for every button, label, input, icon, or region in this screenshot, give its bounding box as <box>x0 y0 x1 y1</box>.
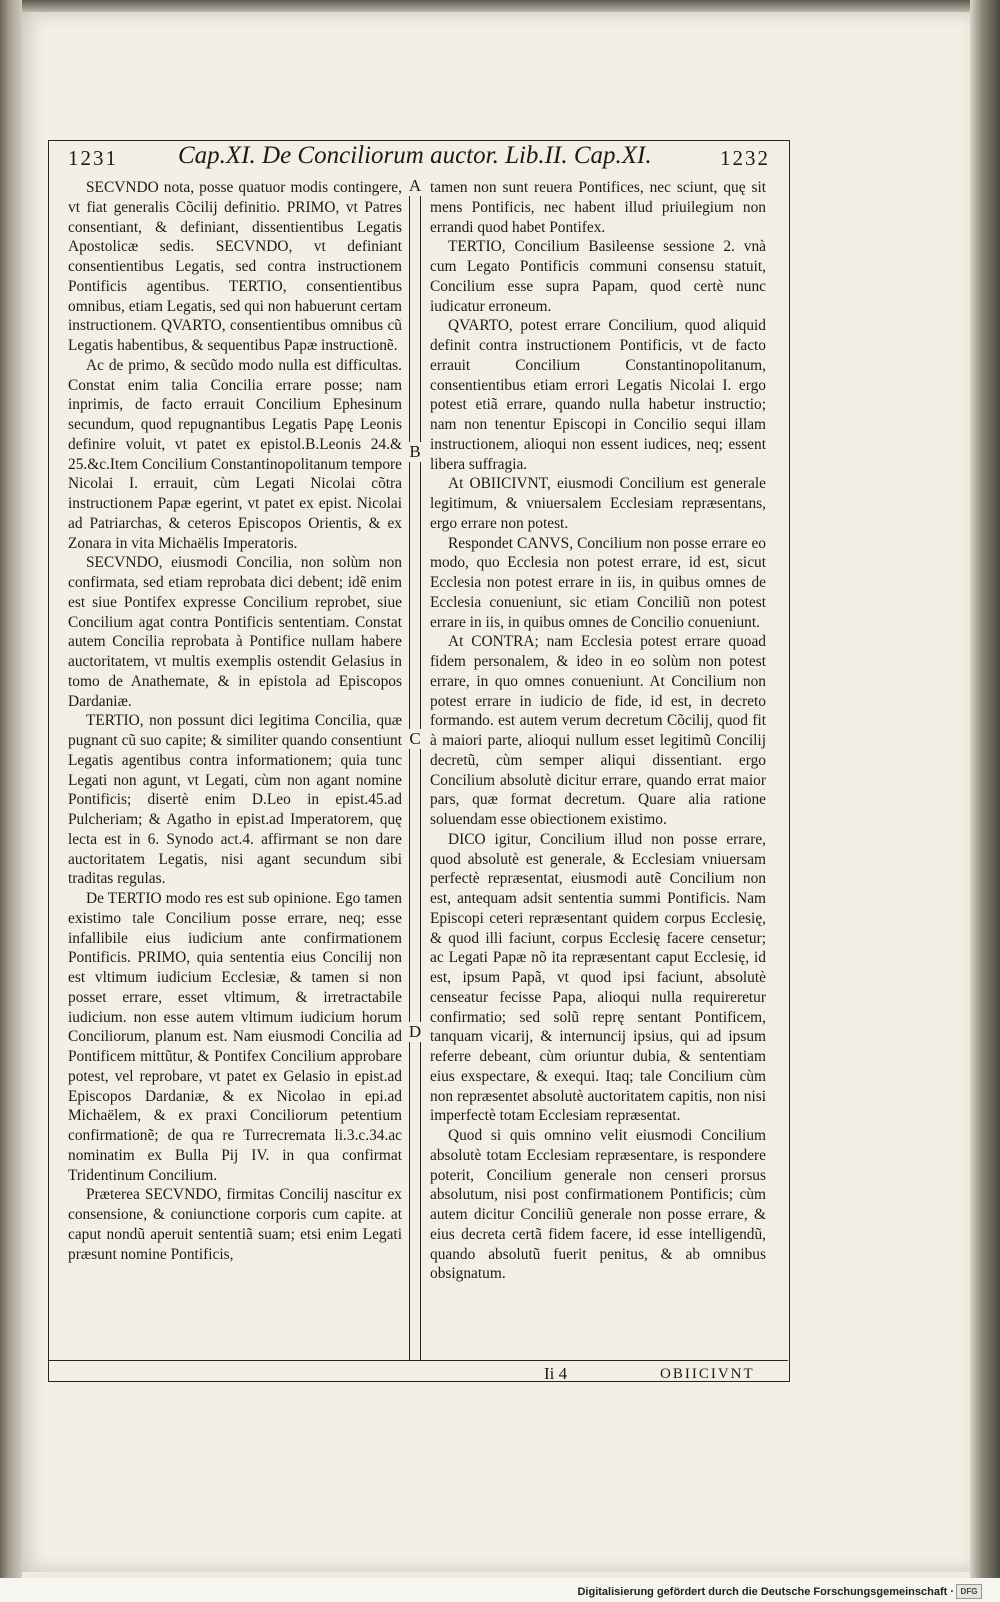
divider-line-left <box>409 176 410 1360</box>
paragraph: TERTIO, Concilium Basileense sessione 2. vnà cum Legato Pontificis communi consensu statuit, Concilium esse supra Papam, quod certè nunc iudicatur erroneum. <box>430 238 766 315</box>
digitization-credit: Digitalisierung gefördert durch die Deutsche Forschungsgemeinschaft · <box>577 1586 954 1598</box>
paragraph: Prӕterea SECVNDO, firmitas Concilij nascitur ex consensione, & coniunctione corporis cum capite. at caput nondũ aperuit sententiã suam; etsi enim Legati præsunt nomine Pontificis, <box>68 1186 402 1263</box>
paragraph: Ac de primo, & secũdo modo nulla est difficultas. Constat enim talia Concilia errare posse; nam inprimis, de facto errauit Concilium Ephesinum secundum, quod repugnantibus Legatis Papę Leonis definire voluit, vt patet ex epistol.B.Leonis 24.& 25.&c.Item Concilium Constantinopolitanum tempore Nicolai I. errauit, cùm Legati Nicolai cõtra instructionem Papæ egerint, vt patet ex epist. Nicolai ad Patriarchas, & ceteros Episcopos Orientis, & ex Zonara in vita Michaëlis Imperatoris. <box>68 356 402 552</box>
paragraph: DICO igitur, Concilium illud non posse errare, quod absolutè est generale, & Ecclesiam vniuersam perfectè repræsentat, eiusmodi autẽ Concilium non est, antequam adsit sententia summi Pontificis. Nam Episcopi ceteri repræsentant quidem corpus Ecclesię, & quod illi faciunt, corpus Ecclesię facere censetur; ac Legati Papæ nõ ita repræsentant caput Ecclesię, id est, ipsum Papã, vt quod ipsi faciunt, absolutè censeatur fecisse Papa, alioqui nulla requireretur confirmatio; sed solũ reprę sentant Pontificem, tanquam vicarij, & internuncij ipsius, qui ad ipsum referre debeant, cùm oriuntur dubia, & sententiam eius exspectare, & exequi. Itaq; tale Concilium cùm non repræsentet absolutè auctoritatem capitis, non nisi imperfectè totam Ecclesiam repræsentat. <box>430 830 766 1125</box>
footer-rule <box>48 1360 788 1361</box>
dfg-logo: DFG <box>956 1584 982 1599</box>
signature-mark: Ii 4 <box>544 1364 568 1383</box>
running-title: Cap.XI. De Conciliorum auctor. Lib.II. Cap.XI. <box>178 142 652 169</box>
paragraph: TERTIO, non possunt dici legitima Concilia, quæ pugnant cũ suo capite; & similiter quando consentiunt Legatis agentibus contra informationem; quia tunc Legati non agunt, vt Legati, cùm non agant nomine Pontificis; disertè enim D.Leo in epist.45.ad Pulcheriam; & Agatho in epist.ad Imperatorem, quę lecta est in 6. Synodo act.4. affirmant se non dare auctoritatem Legatis, nisi agant secundum sibi traditas regulas. <box>68 712 402 888</box>
column-divider <box>408 176 420 1360</box>
left-column <box>68 178 402 1264</box>
paragraph: At CONTRA; nam Ecclesia potest errare quoad fidem personalem, & ideo in eo solùm non potest errare, in quo omnes conueniunt. At Concilium non potest errare in iudicio de fide, id est, in decreto formando. est autem verum decretum Cõcilij, quod fit à maiori parte, alioqui nullum esset legitimũ Concilij decretũ, cùm semper aliqui dissentiant. ergo Concilium absolutè dicitur errare, quando errat maior pars, quæ format decretum. Quare alia ratione soluendam esse obiectionem existimo. <box>430 633 766 828</box>
book-left-edge <box>0 0 22 1602</box>
margin-marker-d: D <box>408 1022 422 1041</box>
divider-line-right <box>420 176 421 1360</box>
margin-marker-c: C <box>409 729 421 748</box>
margin-marker-a: A <box>408 176 422 195</box>
page-number-left: 1231 <box>68 146 118 170</box>
paragraph: Quod si quis omnino velit eiusmodi Concilium absolutè totam Ecclesiam repræsentare, is respondere poterit, Concilium generale non censeri prorsus absolutum, nisi post confirmationem Pontificis; cùm autem dicitur Conciliũ generale non posse errare, & eius decreta certã fidem facere, id esse intelligendũ, quando absolutũ fuerit penitus, & ab omnibus obsignatum. <box>430 1127 766 1283</box>
paragraph: QVARTO, potest errare Concilium, quod aliquid definit contra instructionem Pontificis, vt de facto errauit Concilium Constantinopolitanum, consentientibus etiam errori Legatis Nicolai I. ergo potest etiã errare, quando nulla habetur instructio; nam non tenentur Episcopi in Concilio sequi illam instructionem, alioqui non essent iudices, neq; essent libera suffragia. <box>430 317 766 473</box>
page-number-right: 1232 <box>720 146 770 170</box>
right-column <box>430 178 766 1284</box>
page-header <box>48 140 788 176</box>
paragraph: SECVNDO nota, posse quatuor modis contingere, vt fiat generalis Cõcilij definitio. PRIMO, vt Patres consentiant, & definiant, dissentientibus Legatis Apostolicæ sedis. SECVNDO, vt definiant consentientibus Legatis, sed contra instructionem Pontificis agentibus. TERTIO, consentientibus omnibus, etiam Legatis, sed qui non habuerunt certam instructionem. QVARTO, consentientibus omnibus cũ Legatis habentibus, & sequentibus Papæ instructionẽ. <box>68 179 402 354</box>
paragraph: De TERTIO modo res est sub opinione. Ego tamen existimo tale Concilium posse errare, neq; esse infallibile eius iudicium ante confirmationem Pontificis. PRIMO, quia sententia eius Concilij non est vltimum iudicium Ecclesiæ, & tamen si non posset errare, esset vltimum, & irretractabile iudicium. non esse autem vltimum iudicium horum Conciliorum, planum est. Nam eiusmodi Concilia ad Pontificem mittũtur, & Pontifex Concilium approbare potest, vel reprobare, vt patet ex Gelasio in epist.ad Episcopos Dardaniæ, & ex Nicolao in epi.ad Michaëlem, & ex praxi Conciliorum petentium confirmationẽ; de qua re Turrecremata li.3.c.34.ac nominatim ex Bulla Pij IV. in qua confirmat Tridentinum Concilium. <box>68 890 402 1184</box>
catchword: OBIICIVNT <box>660 1366 755 1382</box>
paragraph: tamen non sunt reuera Pontifices, nec sciunt, quę sit mens Pontificis, nec habent illud priuilegium non errandi quod habet Pontifex. <box>430 179 766 236</box>
margin-marker-b: B <box>409 442 421 461</box>
paragraph: Respondet CANVS, Concilium non posse errare eo modo, quo Ecclesia non potest errare, id est, sicut Ecclesia non potest errare in iis, in quibus omnes de Ecclesia conueniunt, sic etiam Conciliũ non potest errare in iis, in quibus omnes de Concilio conueniunt. <box>430 534 766 631</box>
book-right-edge <box>970 0 1000 1602</box>
paragraph: SECVNDO, eiusmodi Concilia, non solùm non confirmata, sed etiam reprobata dici debent; idẽ enim est siue Pontifex expresse Concilium reprobet, siue Concilium agat contra Pontificis sententiam. Constat autem Concilia reprobata à Pontifice nullam habere auctoritatem, vt multis exemplis ostendit Gelasius in tomo de Anathemate, & in epistola ad Episcopos Dardaniæ. <box>68 554 402 710</box>
paragraph: At OBIICIVNT, eiusmodi Concilium est generale legitimum, & vniuersalem Ecclesiam repræsentans, ergo errare non potest. <box>430 475 766 532</box>
